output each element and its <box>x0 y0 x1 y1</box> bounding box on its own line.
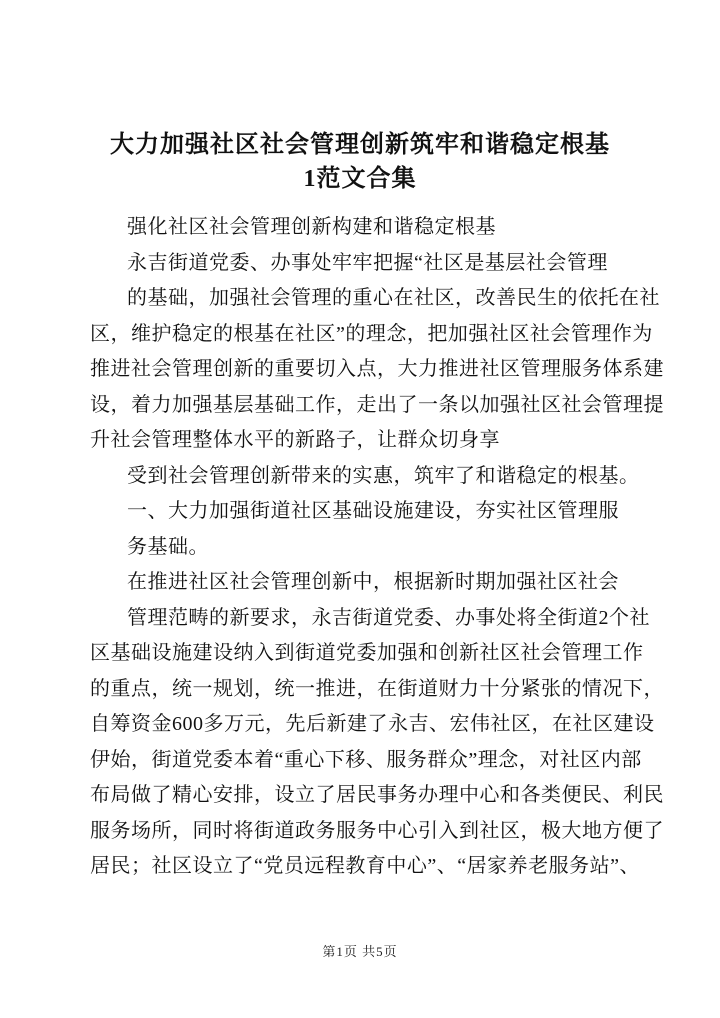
body-line: 在推进社区社会管理创新中，根据新时期加强社区社会 <box>127 571 619 593</box>
body-line: 居民；社区设立了“党员远程教育中心”、“居家养老服务站”、 <box>90 855 641 877</box>
body-line: 务基础。 <box>127 535 209 558</box>
body-line: 设，着力加强基层基础工作，走出了一条以加强社区社会管理提 <box>90 393 664 416</box>
body-line: 服务场所，同时将街道政务服务中心引入到社区，极大地方便了 <box>90 819 664 842</box>
document-body <box>0 202 720 885</box>
body-line: 伊始，街道党委本着“重心下移、服务群众”理念，对社区内部 <box>90 748 642 771</box>
document-title <box>0 0 720 202</box>
body-line: 管理范畴的新要求，永吉街道党委、办事处将全街道2个社 <box>127 606 650 629</box>
body-line: 区，维护稳定的根基在社区”的理念，把加强社区社会管理作为 <box>90 322 653 345</box>
body-line: 受到社会管理创新带来的实惠，筑牢了和谐稳定的根基。 <box>127 464 640 487</box>
page-number-label: 第1页 共5页 <box>322 944 398 959</box>
body-line: 永吉街道党委、办事处牢牢把握“社区是基层社会管理 <box>127 251 608 274</box>
title-line-1: 大力加强社区社会管理创新筑牢和谐稳定根基 <box>110 132 610 158</box>
title-line-2: 1范文合集 <box>303 166 417 192</box>
body-line: 推进社会管理创新的重要切入点，大力推进社区管理服务体系建 <box>90 358 664 380</box>
body-line: 的重点，统一规划，统一推进，在街道财力十分紧张的情况下， <box>90 677 664 700</box>
body-line: 的基础，加强社会管理的重心在社区，改善民生的依托在社 <box>127 287 660 309</box>
page-footer <box>0 941 720 960</box>
body-line: 自筹资金600多万元，先后新建了永吉、宏伟社区，在社区建设 <box>90 713 655 735</box>
body-line: 一、大力加强街道社区基础设施建设，夯实社区管理服 <box>127 500 619 522</box>
body-line: 升社会管理整体水平的新路子，让群众切身享 <box>90 429 500 451</box>
body-line: 强化社区社会管理创新构建和谐稳定根基 <box>127 216 496 238</box>
body-line: 布局做了精心安排，设立了居民事务办理中心和各类便民、利民 <box>90 784 664 806</box>
body-line: 区基础设施建设纳入到街道党委加强和创新社区社会管理工作 <box>90 642 644 664</box>
